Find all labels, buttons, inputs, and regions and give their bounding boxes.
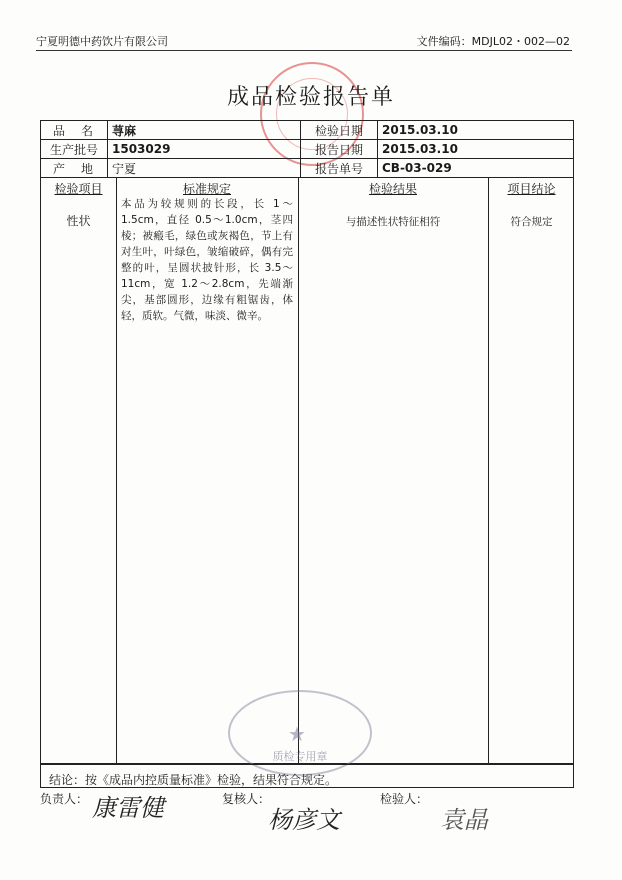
reviewer-signature: 杨彦文: [268, 806, 340, 834]
inspector-signature: 袁晶: [440, 806, 488, 834]
column-divider: [488, 178, 489, 763]
seal-text: 质检专用章: [272, 750, 328, 763]
company-name: 宁夏明德中药饮片有限公司: [36, 35, 168, 48]
inspection-grid: [40, 178, 574, 764]
batch-value: 1503029: [108, 140, 301, 159]
product-value: 荨麻: [108, 121, 301, 140]
inspect-date-label: 检验日期: [301, 121, 378, 140]
column-divider: [116, 178, 117, 763]
column-header-standard: 标准规定: [182, 182, 231, 196]
row-standard: 本品为较规则的长段，长 1～1.5cm，直径 0.5～1.0cm，茎四棱；被瘢毛，绿色或灰褐色，节上有对生叶，叶绿色，皱缩破碎，偶有完整的叶，呈圆状披针形，长 3.5～11cm，宽 1.2～2.8cm，先端渐尖，基部圆形，边缘有粗锯齿，体轻，质软。气微，味淡、微辛。: [121, 198, 293, 322]
column-divider: [298, 178, 299, 763]
header-divider: [36, 50, 572, 51]
star-icon: ★: [288, 722, 306, 746]
report-date-label: 报告日期: [301, 140, 378, 159]
column-header-conclusion: 项目结论: [507, 182, 556, 196]
file-code: 文件编码：MDJL02・002—02: [416, 35, 570, 48]
conclusion-text: 结论：按《成品内控质量标准》检验，结果符合规定。: [40, 764, 574, 788]
origin-label: 产 地: [41, 159, 108, 178]
report-no-value: CB-03-029: [378, 159, 574, 178]
row-result: 与描述性状特征相符: [345, 216, 441, 228]
origin-value: 宁夏: [108, 159, 301, 178]
responsible-label: 负责人：: [40, 792, 89, 806]
row-conclusion: 符合规定: [510, 216, 553, 228]
report-no-label: 报告单号: [301, 159, 378, 178]
page-title: 成品检验报告单: [226, 85, 395, 110]
row-item: 性状: [66, 214, 91, 228]
column-header-result: 检验结果: [368, 182, 417, 196]
column-header-item: 检验项目: [54, 182, 103, 196]
batch-label: 生产批号: [41, 140, 108, 159]
inspect-date-value: 2015.03.10: [378, 121, 574, 140]
reviewer-label: 复核人：: [222, 792, 271, 806]
report-date-value: 2015.03.10: [378, 140, 574, 159]
product-label: 品 名: [41, 121, 108, 140]
responsible-signature: 康雷健: [92, 794, 164, 822]
inspector-label: 检验人：: [380, 792, 429, 806]
info-table: [40, 120, 574, 178]
